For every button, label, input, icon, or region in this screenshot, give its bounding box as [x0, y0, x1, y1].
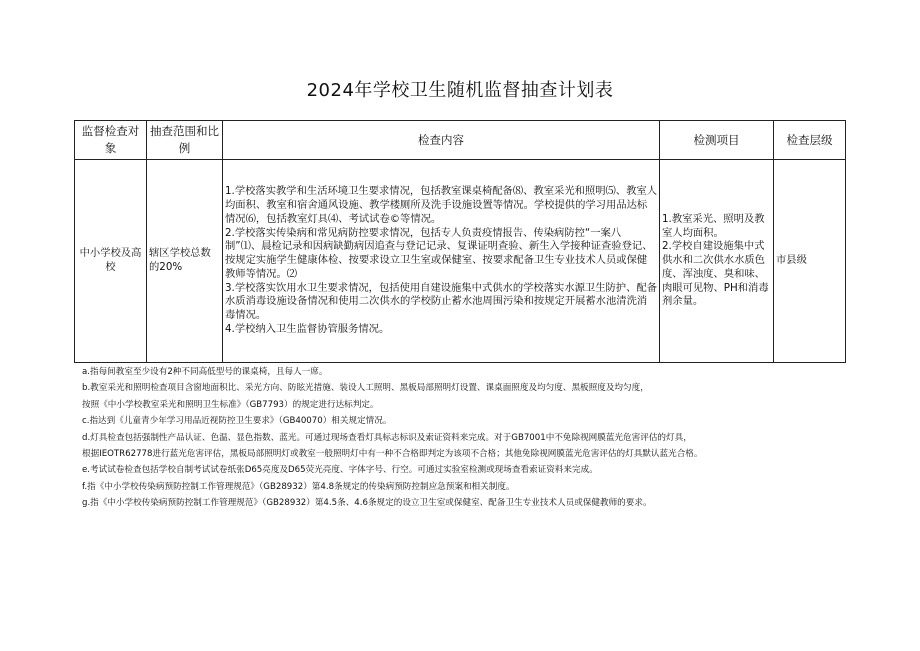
header-content: 检查内容	[223, 121, 660, 160]
page-title: 2024年学校卫生随机监督抽查计划表	[306, 80, 614, 101]
footnote-a: a.指每间教室至少设有2种不同高低型号的课桌椅，且每人一席。	[82, 367, 328, 377]
cell-scope: 辖区学校总数的20%	[147, 160, 223, 363]
footnote-f: f.指《中小学校传染病预防控制工作管理规范》（GB28932）第4.8条规定的传染病预防控制应急预案和相关制度。	[82, 481, 515, 492]
test-item-1: 1.教室采光、照明及教室人均面积。	[662, 212, 765, 239]
inspection-plan-table	[74, 120, 846, 363]
footnote-e: e.考试试卷检查包括学校自制考试试卷纸张D65亮度及D65荧光亮度、字体字号、行空。可通过实验室检测或现场查看索证资料来完成。	[82, 465, 598, 476]
footnote-c: c.指达到《儿童青少年学习用品近视防控卫生要求》（GB40070）相关规定情况。	[82, 416, 392, 427]
cell-content	[223, 160, 660, 363]
table-row	[75, 160, 846, 363]
cell-target: 中小学校及高校	[75, 160, 147, 363]
footnotes	[82, 364, 862, 512]
header-scope: 抽查范围和比例	[147, 121, 223, 160]
content-item-2: 2.学校落实传染病和常见病防控要求情况，包括专人负责疫情报告、传染病防控“一案八制”⑴、晨检记录和因病缺勤病因追查与登记记录、复课证明查验、新生入学接种证查验登记、按规定实施学生健康体检、按要求设立卫生室或保健室、按要求配备卫生专业技术人员或保健教师等情况。⑵	[225, 226, 653, 280]
content-item-4: 4.学校纳入卫生监督协管服务情况。	[225, 323, 390, 336]
content-item-1: 1.学校落实教学和生活环境卫生要求情况，包括教室课桌椅配备⑻、教室采光和照明⑸、教室人均面积、教室和宿舍通风设施、教学楼厕所及洗手设施设置等情况。学校提供的学习用品达标情况⑹，包括教室灯具⑷、考试试卷©等情况。	[225, 185, 657, 225]
header-tests: 检测项目	[660, 121, 774, 160]
footnote-b: b.教室采光和照明检查项目含窗地面积比、采光方向、防眩光措施、装设人工照明、黑板局部照明灯设置、课桌面照度及均匀度、黑板照度及均匀度，	[82, 383, 649, 394]
cell-level: 市县级	[774, 160, 846, 363]
footnote-b-cont: 按照《中小学校教室采光和照明卫生标准》（GB7793）的规定进行达标判定。	[82, 399, 379, 410]
table-header-row	[75, 121, 846, 160]
footnote-d-cont: 根据IEOTR62778进行蓝光危害评估，黑板局部照明灯或教室一般照明灯中有一种不合格即判定为该项不合格；其他免除视网膜蓝光危害评估的灯具默认蓝光合格。	[82, 449, 703, 460]
content-item-3: 3.学校落实饮用水卫生要求情况，包括使用自建设施集中式供水的学校落实水源卫生防护、配备水质消毒设施设备情况和使用二次供水的学校防止蓄水池周围污染和按规定开展蓄水池清洗消毒情况。	[225, 281, 657, 322]
header-target: 监督检查对象	[75, 121, 147, 160]
test-item-2: 2.学校自建设施集中式供水和二次供水水质色度、浑浊度、臭和味、肉眼可见物、PH和消毒剂余量。	[662, 240, 769, 308]
header-level: 检查层级	[774, 121, 846, 160]
cell-tests	[660, 160, 774, 363]
footnote-d: d.灯具检查包括强制性产品认证、色温、显色指数、蓝光。可通过现场查看灯具标志标识及索证资料来完成。对于GB7001中不免除视网膜蓝光危害评估的灯具，	[82, 432, 692, 443]
footnote-g: g.指《中小学校传染病预防控制工作管理规范》（GB28932）第4.5条、4.6条规定的设立卫生室或保健室、配备卫生专业技术人员或保健教师的要求。	[82, 498, 652, 509]
